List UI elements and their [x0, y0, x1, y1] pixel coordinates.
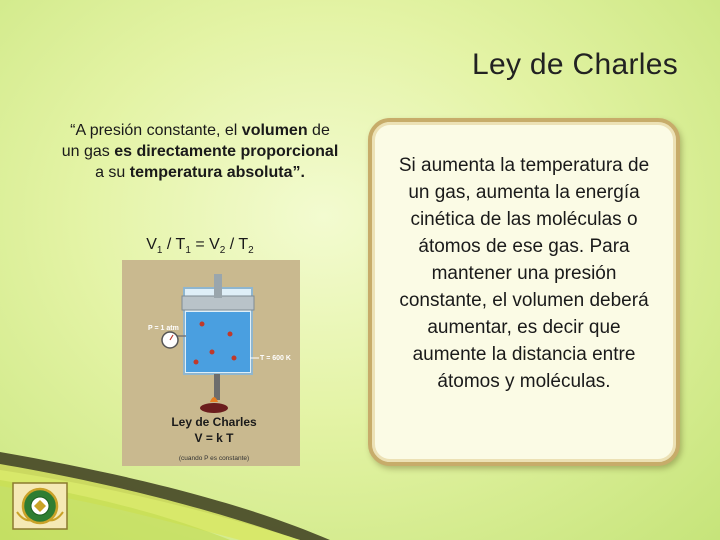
temperature-label: T = 600 K [260, 355, 291, 362]
burner-icon [200, 403, 228, 413]
formula-subscript: 1 [156, 245, 163, 257]
piston-rod [214, 274, 222, 298]
cylinder-diagram [122, 260, 300, 466]
quote-text-1: “A presión constante, el [70, 122, 242, 139]
institution-seal-icon [12, 482, 68, 530]
burner-stand [214, 374, 220, 400]
figure-caption-title: Ley de Charles [171, 415, 257, 429]
quote-text-3: a su [95, 164, 130, 181]
molecule [232, 356, 237, 361]
pressure-label: P = 1 atm [148, 325, 179, 332]
quote-bold-2: es directamente proporcional [114, 143, 339, 160]
quote-bold-1: volumen [241, 122, 308, 139]
formula-part: / T [225, 236, 249, 253]
figure-caption-note: (cuando P es constante) [178, 455, 250, 462]
formula-subscript: 2 [248, 245, 254, 257]
molecule [228, 332, 233, 337]
decorative-swoosh [0, 440, 720, 540]
formula-subscript: 1 [185, 245, 191, 257]
formula-part: / T [162, 236, 186, 253]
slide-title: Ley de Charles [472, 48, 678, 81]
law-quote [60, 120, 340, 183]
charles-law-illustration [122, 260, 300, 466]
formula-subscript: 2 [219, 245, 226, 257]
charles-formula [110, 236, 290, 256]
molecule [194, 360, 199, 365]
formula-part: V [146, 236, 157, 253]
quote-bold-3: temperatura absoluta”. [129, 164, 305, 181]
figure-caption-formula: V = k T [194, 431, 234, 445]
quote-text-2: de un gas [61, 122, 330, 160]
molecule [200, 322, 205, 327]
explanation-box [368, 118, 680, 466]
formula-part: = V [190, 236, 220, 253]
piston [182, 296, 254, 310]
explanation-text: Si aumenta la temperatura de un gas, aumenta la energía cinética de las moléculas o átomos de ese gas. Para mantener una presión constante, el volumen deberá aumentar, es decir que aumente la distancia entre átomos y moléculas. [398, 155, 650, 392]
molecule [210, 350, 215, 355]
